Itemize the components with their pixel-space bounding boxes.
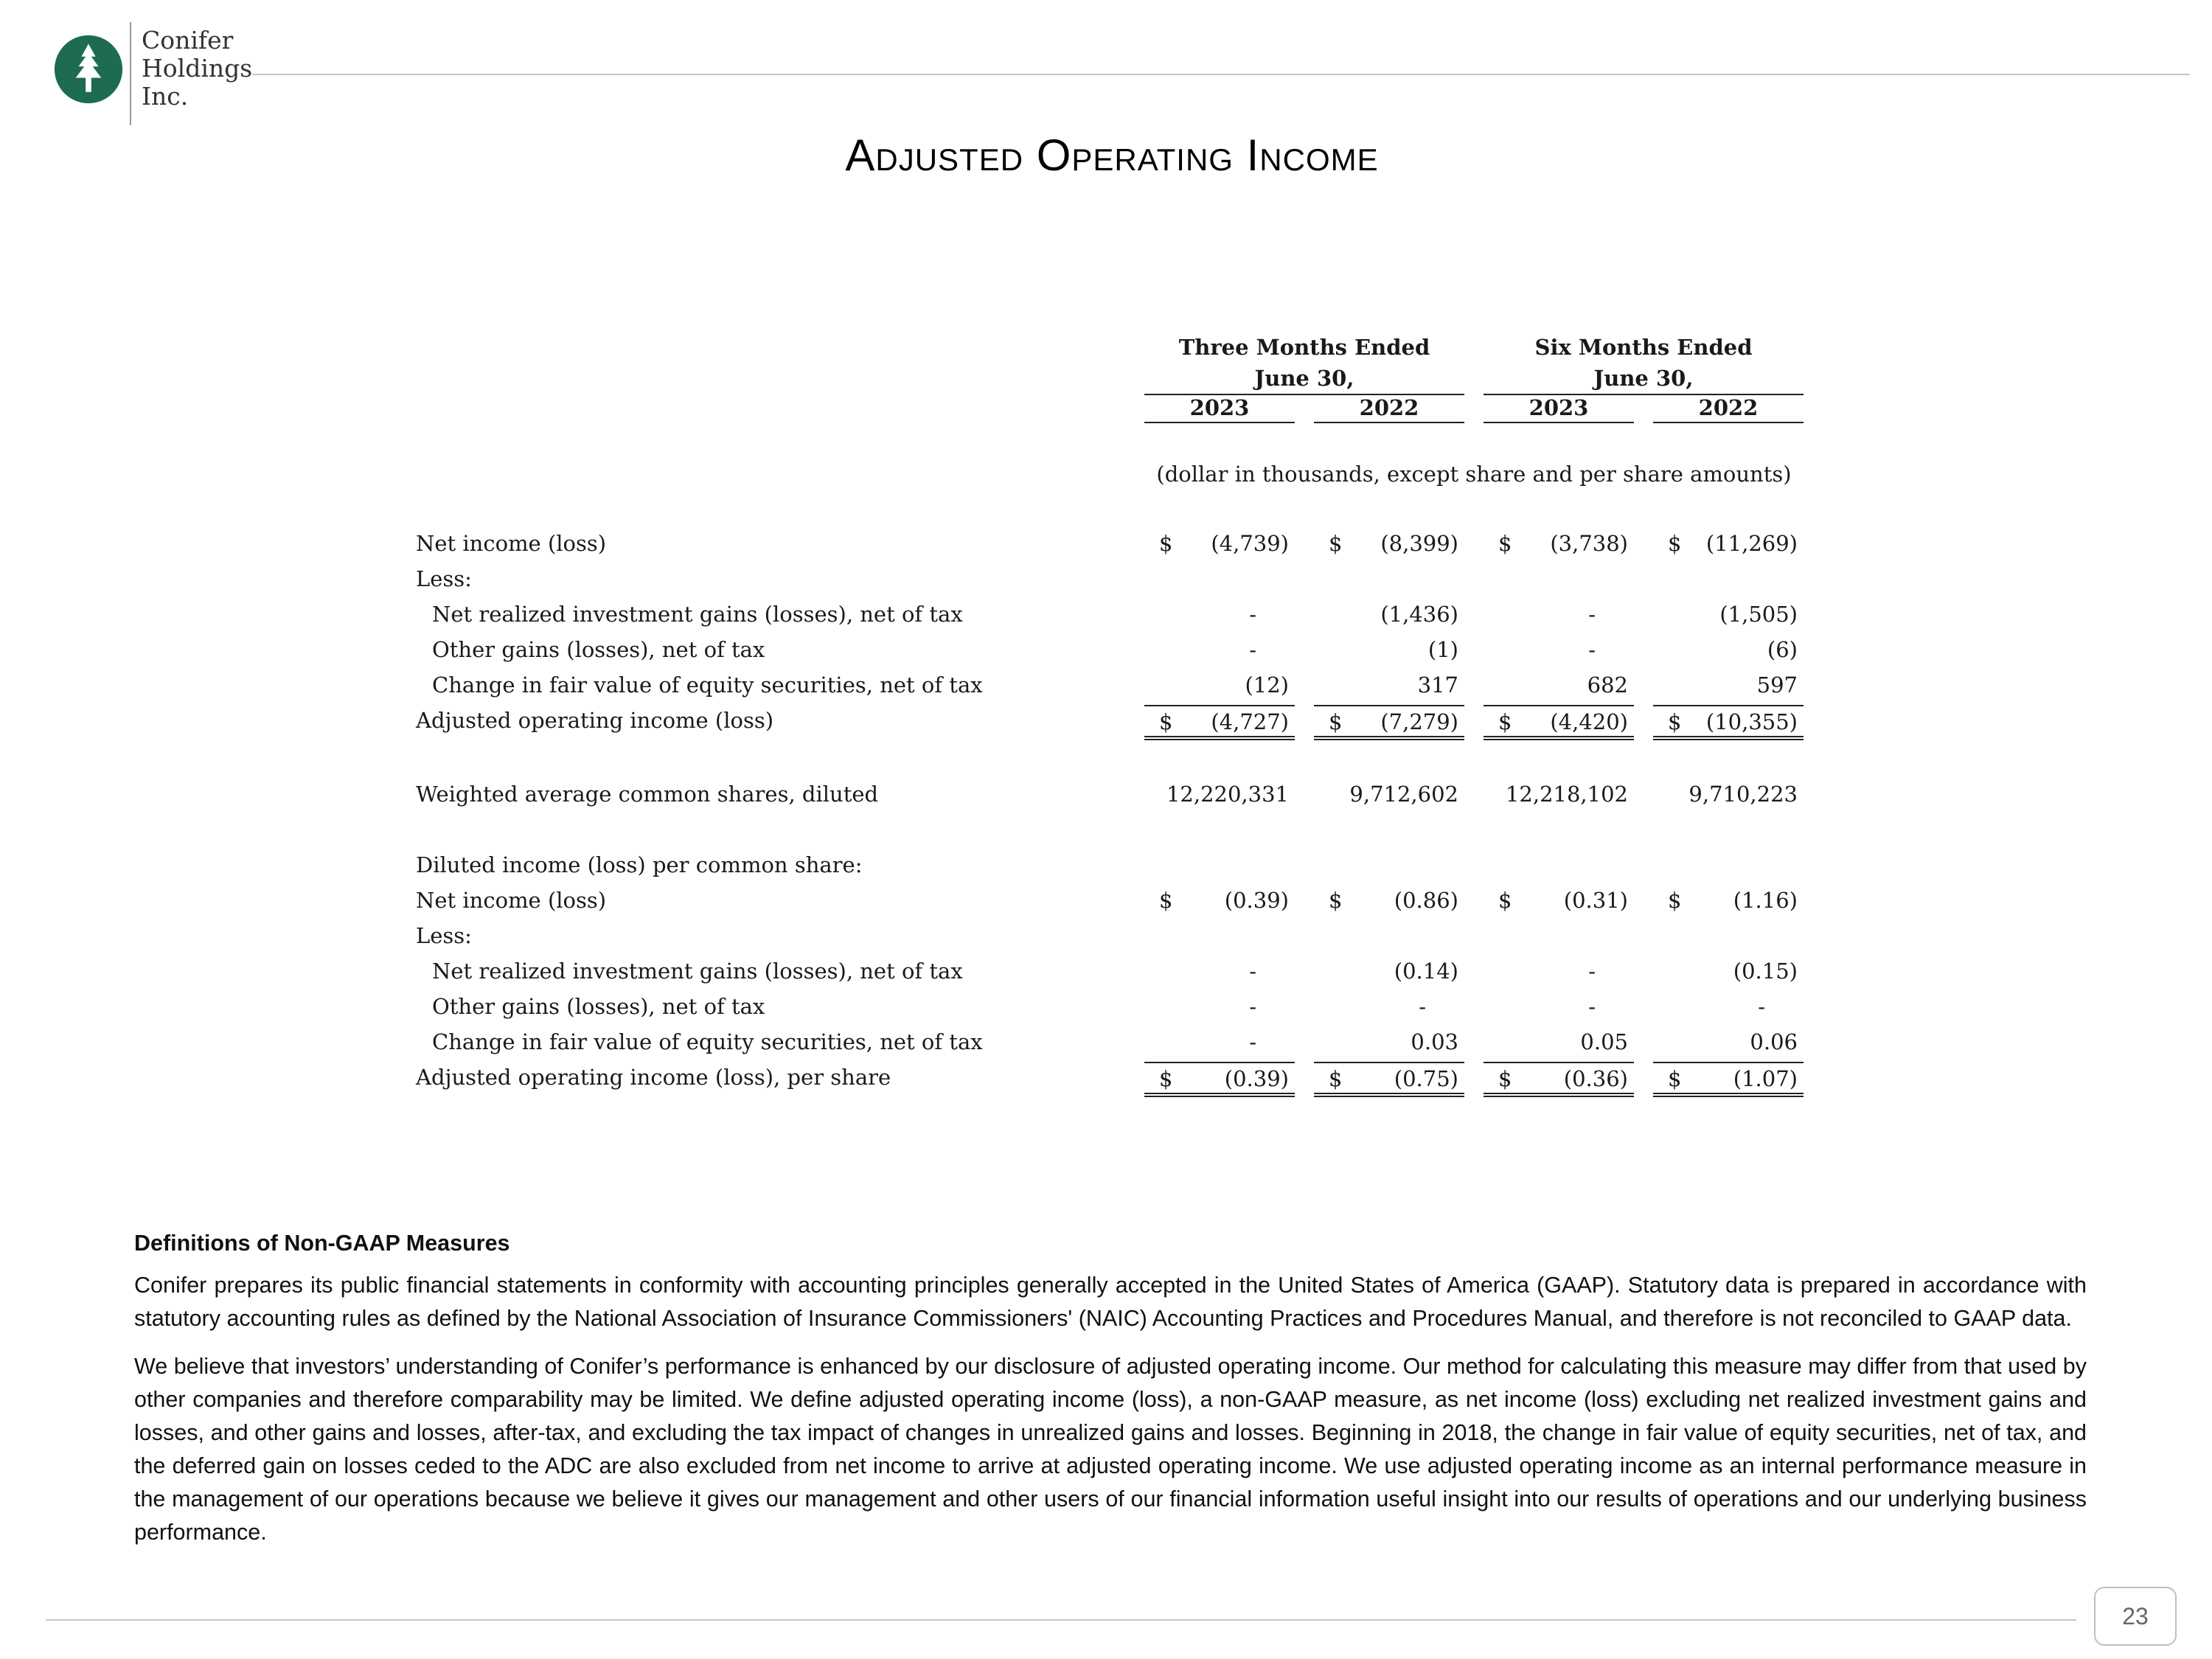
notes-paragraph-1: Conifer prepares its public financial statements in conformity with accounting principles generally accepted in the United States of America (GAAP). Statutory data is prepared in accordance with statutory accounting rules as defined by the National Association of Insurance Commissioners' (NAIC) Accounting Practices and Procedures Manual, and therefore is not reconciled to GAAP data.: [134, 1273, 2087, 1331]
cell-value: (4,420): [1550, 709, 1628, 734]
cell-value: -: [1249, 959, 1256, 984]
units-note: (dollar in thousands, except share and per share amounts): [1156, 462, 1792, 487]
cell-value: (10,355): [1705, 709, 1798, 734]
table-cell: [1144, 956, 1295, 985]
row-label: Change in fair value of equity securities, net of tax: [432, 672, 983, 698]
row-label: Other gains (losses), net of tax: [432, 637, 765, 662]
cell-value: 9,710,223: [1688, 782, 1798, 807]
cell-value: (0.15): [1733, 959, 1798, 984]
brand-line-1: Conifer: [142, 26, 234, 55]
page-number: 23: [2094, 1587, 2177, 1646]
cell-value: (8,399): [1380, 531, 1458, 556]
cell-value: (4,727): [1211, 709, 1289, 734]
cell-value: 12,218,102: [1505, 782, 1628, 807]
cell-value: (11,269): [1705, 531, 1798, 556]
cell-value: (0.86): [1394, 888, 1458, 913]
cell-value: (12): [1245, 672, 1289, 698]
table-cell: [1653, 991, 1804, 1020]
table-cell: [1314, 528, 1464, 557]
group-header-line2: June 30,: [1484, 363, 1804, 395]
table-cell: [1484, 1062, 1634, 1097]
cell-value: (0.36): [1563, 1066, 1628, 1091]
row-label: Less:: [416, 923, 472, 948]
header-rule: [252, 74, 2190, 75]
currency-symbol: $: [1159, 709, 1173, 734]
notes-paragraph-2: We believe that investors’ understanding of Conifer’s performance is enhanced by our disclosure of adjusted operating income. Our method for calculating this measure may differ from that used by other companies and therefore comparability may be limited. We define adjusted operating income (loss), a non-GAAP measure, as net income (loss) excluding net realized investment gains and losses, and other gains and losses, after-tax, and excluding the tax impact of changes in unrealized gains and losses. Beginning in 2018, the change in fair value of equity securities, net of tax, and the deferred gain on losses ceded to the ADC are also excluded from net income to arrive at adjusted operating income. We use adjusted operating income as an internal performance measure in the management of our operations because we believe it gives our management and other users of our financial information useful insight into our results of operations and our underlying business performance.: [134, 1354, 2087, 1545]
cell-value: -: [1588, 602, 1596, 627]
cell-value: 0.03: [1411, 1029, 1458, 1054]
conifer-tree-logo-icon: [53, 34, 124, 105]
table-cell: [1144, 991, 1295, 1020]
row-label: Other gains (losses), net of tax: [432, 994, 765, 1019]
brand-name: [142, 27, 252, 111]
table-cell: [1144, 885, 1295, 914]
table-cell: [1653, 1062, 1804, 1097]
table-cell: [1484, 705, 1634, 740]
currency-symbol: $: [1498, 531, 1512, 556]
cell-value: 12,220,331: [1166, 782, 1289, 807]
table-cell: [1653, 669, 1804, 699]
table-cell: [1484, 956, 1634, 985]
table-cell: [1144, 669, 1295, 699]
cell-value: -: [1249, 637, 1256, 662]
table-cell: [1314, 599, 1464, 628]
cell-value: (0.39): [1224, 888, 1289, 913]
table-cell: [1653, 956, 1804, 985]
cell-value: (1.16): [1733, 888, 1798, 913]
logo-divider: [130, 22, 131, 125]
table-cell: [1314, 705, 1464, 740]
column-group-header-three-months: [1144, 332, 1464, 395]
table-cell: [1314, 1026, 1464, 1056]
group-header-line2: June 30,: [1144, 363, 1464, 395]
cell-value: -: [1588, 637, 1596, 662]
brand-line-3: Inc.: [142, 82, 189, 111]
currency-symbol: $: [1329, 531, 1343, 556]
table-cell: [1484, 885, 1634, 914]
table-cell: [1144, 634, 1295, 664]
brand-line-2: Holdings: [142, 54, 253, 83]
table-cell: [1314, 669, 1464, 699]
currency-symbol: $: [1329, 1066, 1343, 1091]
currency-symbol: $: [1668, 888, 1682, 913]
table-cell: [1144, 528, 1295, 557]
table-cell: [1314, 634, 1464, 664]
cell-value: (6): [1767, 637, 1798, 662]
currency-symbol: $: [1159, 531, 1173, 556]
group-header-line1: Six Months Ended: [1534, 335, 1753, 360]
cell-value: -: [1588, 994, 1596, 1019]
year-header: 2022: [1653, 395, 1804, 423]
cell-value: (7,279): [1380, 709, 1458, 734]
currency-symbol: $: [1498, 888, 1512, 913]
row-label: Less:: [416, 566, 472, 591]
table-cell: [1484, 991, 1634, 1020]
currency-symbol: $: [1159, 1066, 1173, 1091]
cell-value: 682: [1587, 672, 1628, 698]
cell-value: (0.39): [1224, 1066, 1289, 1091]
footer-rule: [46, 1619, 2076, 1621]
cell-value: 0.06: [1750, 1029, 1798, 1054]
row-label: Net income (loss): [416, 531, 607, 556]
table-cell: [1314, 1062, 1464, 1097]
currency-symbol: $: [1159, 888, 1173, 913]
cell-value: 0.05: [1580, 1029, 1628, 1054]
table-cell: [1653, 599, 1804, 628]
cell-value: -: [1249, 994, 1256, 1019]
table-cell: [1314, 885, 1464, 914]
table-cell: [1653, 1026, 1804, 1056]
cell-value: 317: [1417, 672, 1458, 698]
cell-value: (0.75): [1394, 1066, 1458, 1091]
table-cell: [1144, 1062, 1295, 1097]
cell-value: -: [1249, 602, 1256, 627]
cell-value: (3,738): [1550, 531, 1628, 556]
notes-heading: Definitions of Non-GAAP Measures: [134, 1231, 510, 1256]
row-label: Diluted income (loss) per common share:: [416, 852, 863, 877]
cell-value: -: [1249, 1029, 1256, 1054]
table-cell: [1653, 705, 1804, 740]
cell-value: -: [1758, 994, 1765, 1019]
table-cell: [1653, 779, 1804, 808]
row-label: Net realized investment gains (losses), net of tax: [432, 602, 963, 627]
currency-symbol: $: [1329, 888, 1343, 913]
table-cell: [1144, 1026, 1295, 1056]
row-label: Weighted average common shares, diluted: [416, 782, 879, 807]
cell-value: 9,712,602: [1349, 782, 1458, 807]
page-title: Adjusted Operating Income: [845, 131, 1379, 180]
table-cell: [1653, 528, 1804, 557]
cell-value: (1.07): [1733, 1066, 1798, 1091]
cell-value: -: [1588, 959, 1596, 984]
table-cell: [1653, 885, 1804, 914]
table-cell: [1144, 705, 1295, 740]
currency-symbol: $: [1498, 1066, 1512, 1091]
table-cell: [1484, 599, 1634, 628]
cell-value: (1,436): [1380, 602, 1458, 627]
table-cell: [1484, 1026, 1634, 1056]
row-label: Net realized investment gains (losses), net of tax: [432, 959, 963, 984]
cell-value: (1): [1427, 637, 1458, 662]
table-cell: [1144, 779, 1295, 808]
column-group-header-six-months: [1484, 332, 1804, 395]
table-cell: [1144, 599, 1295, 628]
currency-symbol: $: [1668, 1066, 1682, 1091]
table-cell: [1314, 779, 1464, 808]
table-cell: [1653, 634, 1804, 664]
row-label: Change in fair value of equity securities, net of tax: [432, 1029, 983, 1054]
row-label: Adjusted operating income (loss): [416, 708, 774, 733]
table-cell: [1484, 669, 1634, 699]
cell-value: (4,739): [1211, 531, 1289, 556]
currency-symbol: $: [1329, 709, 1343, 734]
year-header: 2022: [1314, 395, 1464, 423]
year-header: 2023: [1484, 395, 1634, 423]
table-cell: [1484, 528, 1634, 557]
table-cell: [1484, 634, 1634, 664]
cell-value: (1,505): [1719, 602, 1798, 627]
cell-value: (0.14): [1394, 959, 1458, 984]
row-label: Net income (loss): [416, 888, 607, 913]
cell-value: -: [1419, 994, 1426, 1019]
currency-symbol: $: [1498, 709, 1512, 734]
row-label: Adjusted operating income (loss), per share: [416, 1065, 891, 1090]
group-header-line1: Three Months Ended: [1178, 335, 1430, 360]
table-cell: [1314, 956, 1464, 985]
year-header: 2023: [1144, 395, 1295, 423]
currency-symbol: $: [1668, 531, 1682, 556]
currency-symbol: $: [1668, 709, 1682, 734]
table-cell: [1484, 779, 1634, 808]
table-cell: [1314, 991, 1464, 1020]
non-gaap-definitions: [134, 1227, 2087, 1564]
cell-value: (0.31): [1563, 888, 1628, 913]
cell-value: 597: [1756, 672, 1798, 698]
